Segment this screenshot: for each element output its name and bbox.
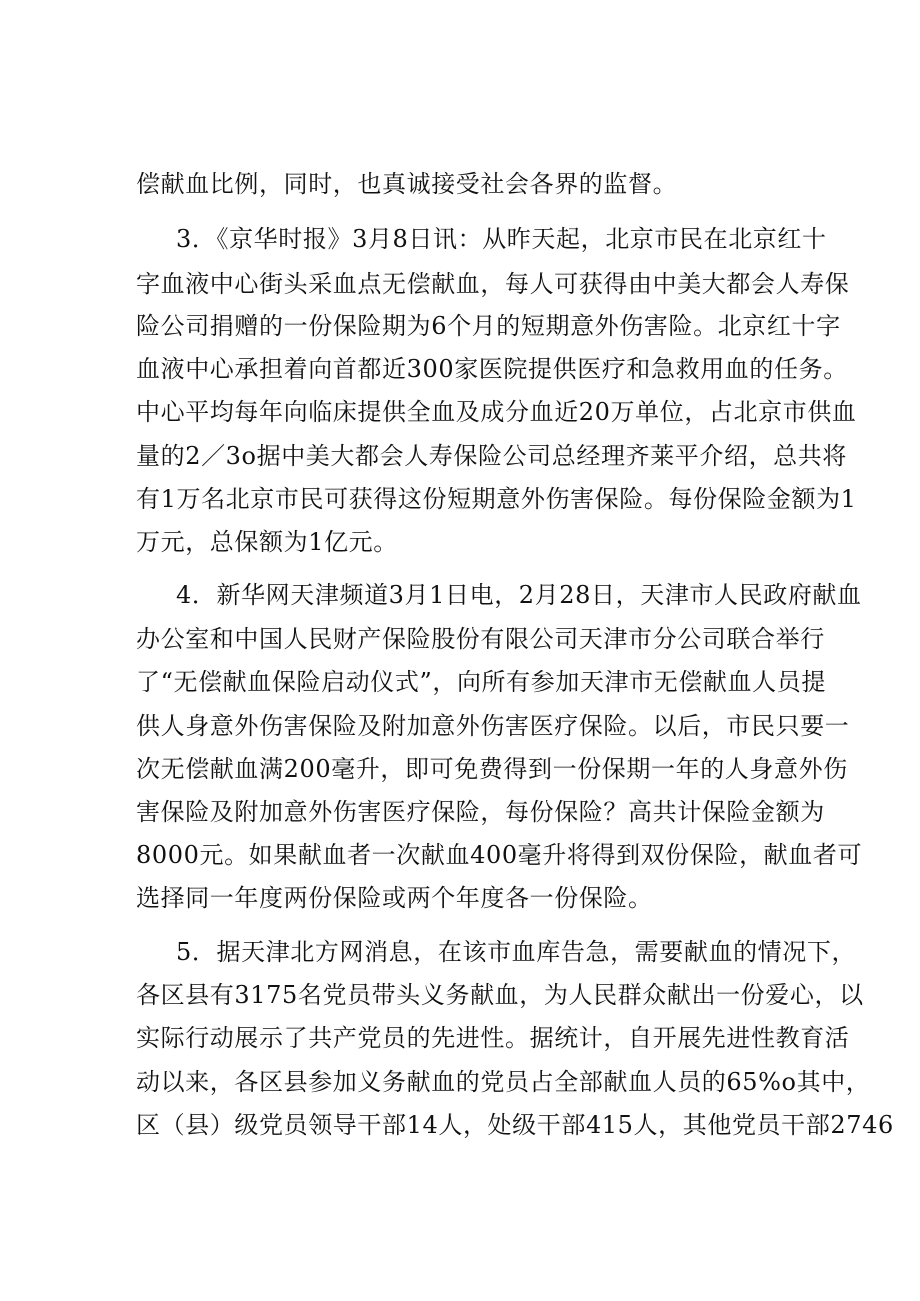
text-line: 险公司捐赠的一份保险期为6个月的短期意外伤害险。北京红十字	[136, 312, 841, 340]
text-line: 有1万名北京市民可获得这份短期意外伤害保险。每份保险金额为1	[136, 485, 857, 513]
text-line: 次无偿献血满200毫升，即可免费得到一份保期一年的人身意外伤	[136, 755, 848, 783]
text-line: 万元，总保额为1亿元。	[136, 528, 398, 556]
text-line: 量的2／3o据中美大都会人寿保险公司总经理齐莱平介绍，总共将	[136, 442, 847, 470]
text-line: 动以来，各区县参加义务献血的党员占全部献血人员的65%o其中，	[136, 1068, 871, 1096]
text-line: 各区县有3175名党员带头义务献血，为人民群众献出一份爱心，以	[136, 981, 864, 1009]
text-line: 8000元。如果献血者一次献血400毫升将得到双份保险，献血者可	[136, 841, 863, 869]
text-line: 办公室和中国人民财产保险股份有限公司天津市分公司联合举行	[136, 625, 825, 653]
paragraph-5-first-line: 5．据天津北方网消息，在该市血库告急，需要献血的情况下，	[176, 938, 857, 966]
text-line: 实际行动展示了共产党员的先进性。据统计，自开展先进性教育活	[136, 1024, 850, 1052]
paragraph-3-first-line: 3．《京华时报》3月8日讯：从昨天起，北京市民在北京红十	[176, 225, 827, 253]
text-line: 了“无偿献血保险启动仪式”，向所有参加天津市无偿献血人员提	[136, 668, 826, 696]
text-line: 选择同一年度两份保险或两个年度各一份保险。	[136, 884, 653, 912]
text-line: 字血液中心街头采血点无偿献血，每人可获得由中美大都会人寿保	[136, 270, 850, 298]
text-line: 害保险及附加意外伤害医疗保险，每份保险？高共计保险金额为	[136, 798, 825, 826]
text-line: 血液中心承担着向首都近300家医院提供医疗和急救用血的任务。	[136, 355, 848, 383]
text-line: 供人身意外伤害保险及附加意外伤害医疗保险。以后，市民只要一	[136, 712, 850, 740]
text-line: 区（县）级党员领导干部14人，处级干部415人，其他党员干部2746	[136, 1111, 894, 1139]
paragraph-4-first-line: 4．新华网天津频道3月1日电，2月28日，天津市人民政府献血	[176, 581, 862, 609]
text-line: 中心平均每年向临床提供全血及成分血近20万单位，占北京市供血	[136, 398, 857, 426]
text-line: 偿献血比例，同时，也真诚接受社会各界的监督。	[136, 170, 678, 198]
